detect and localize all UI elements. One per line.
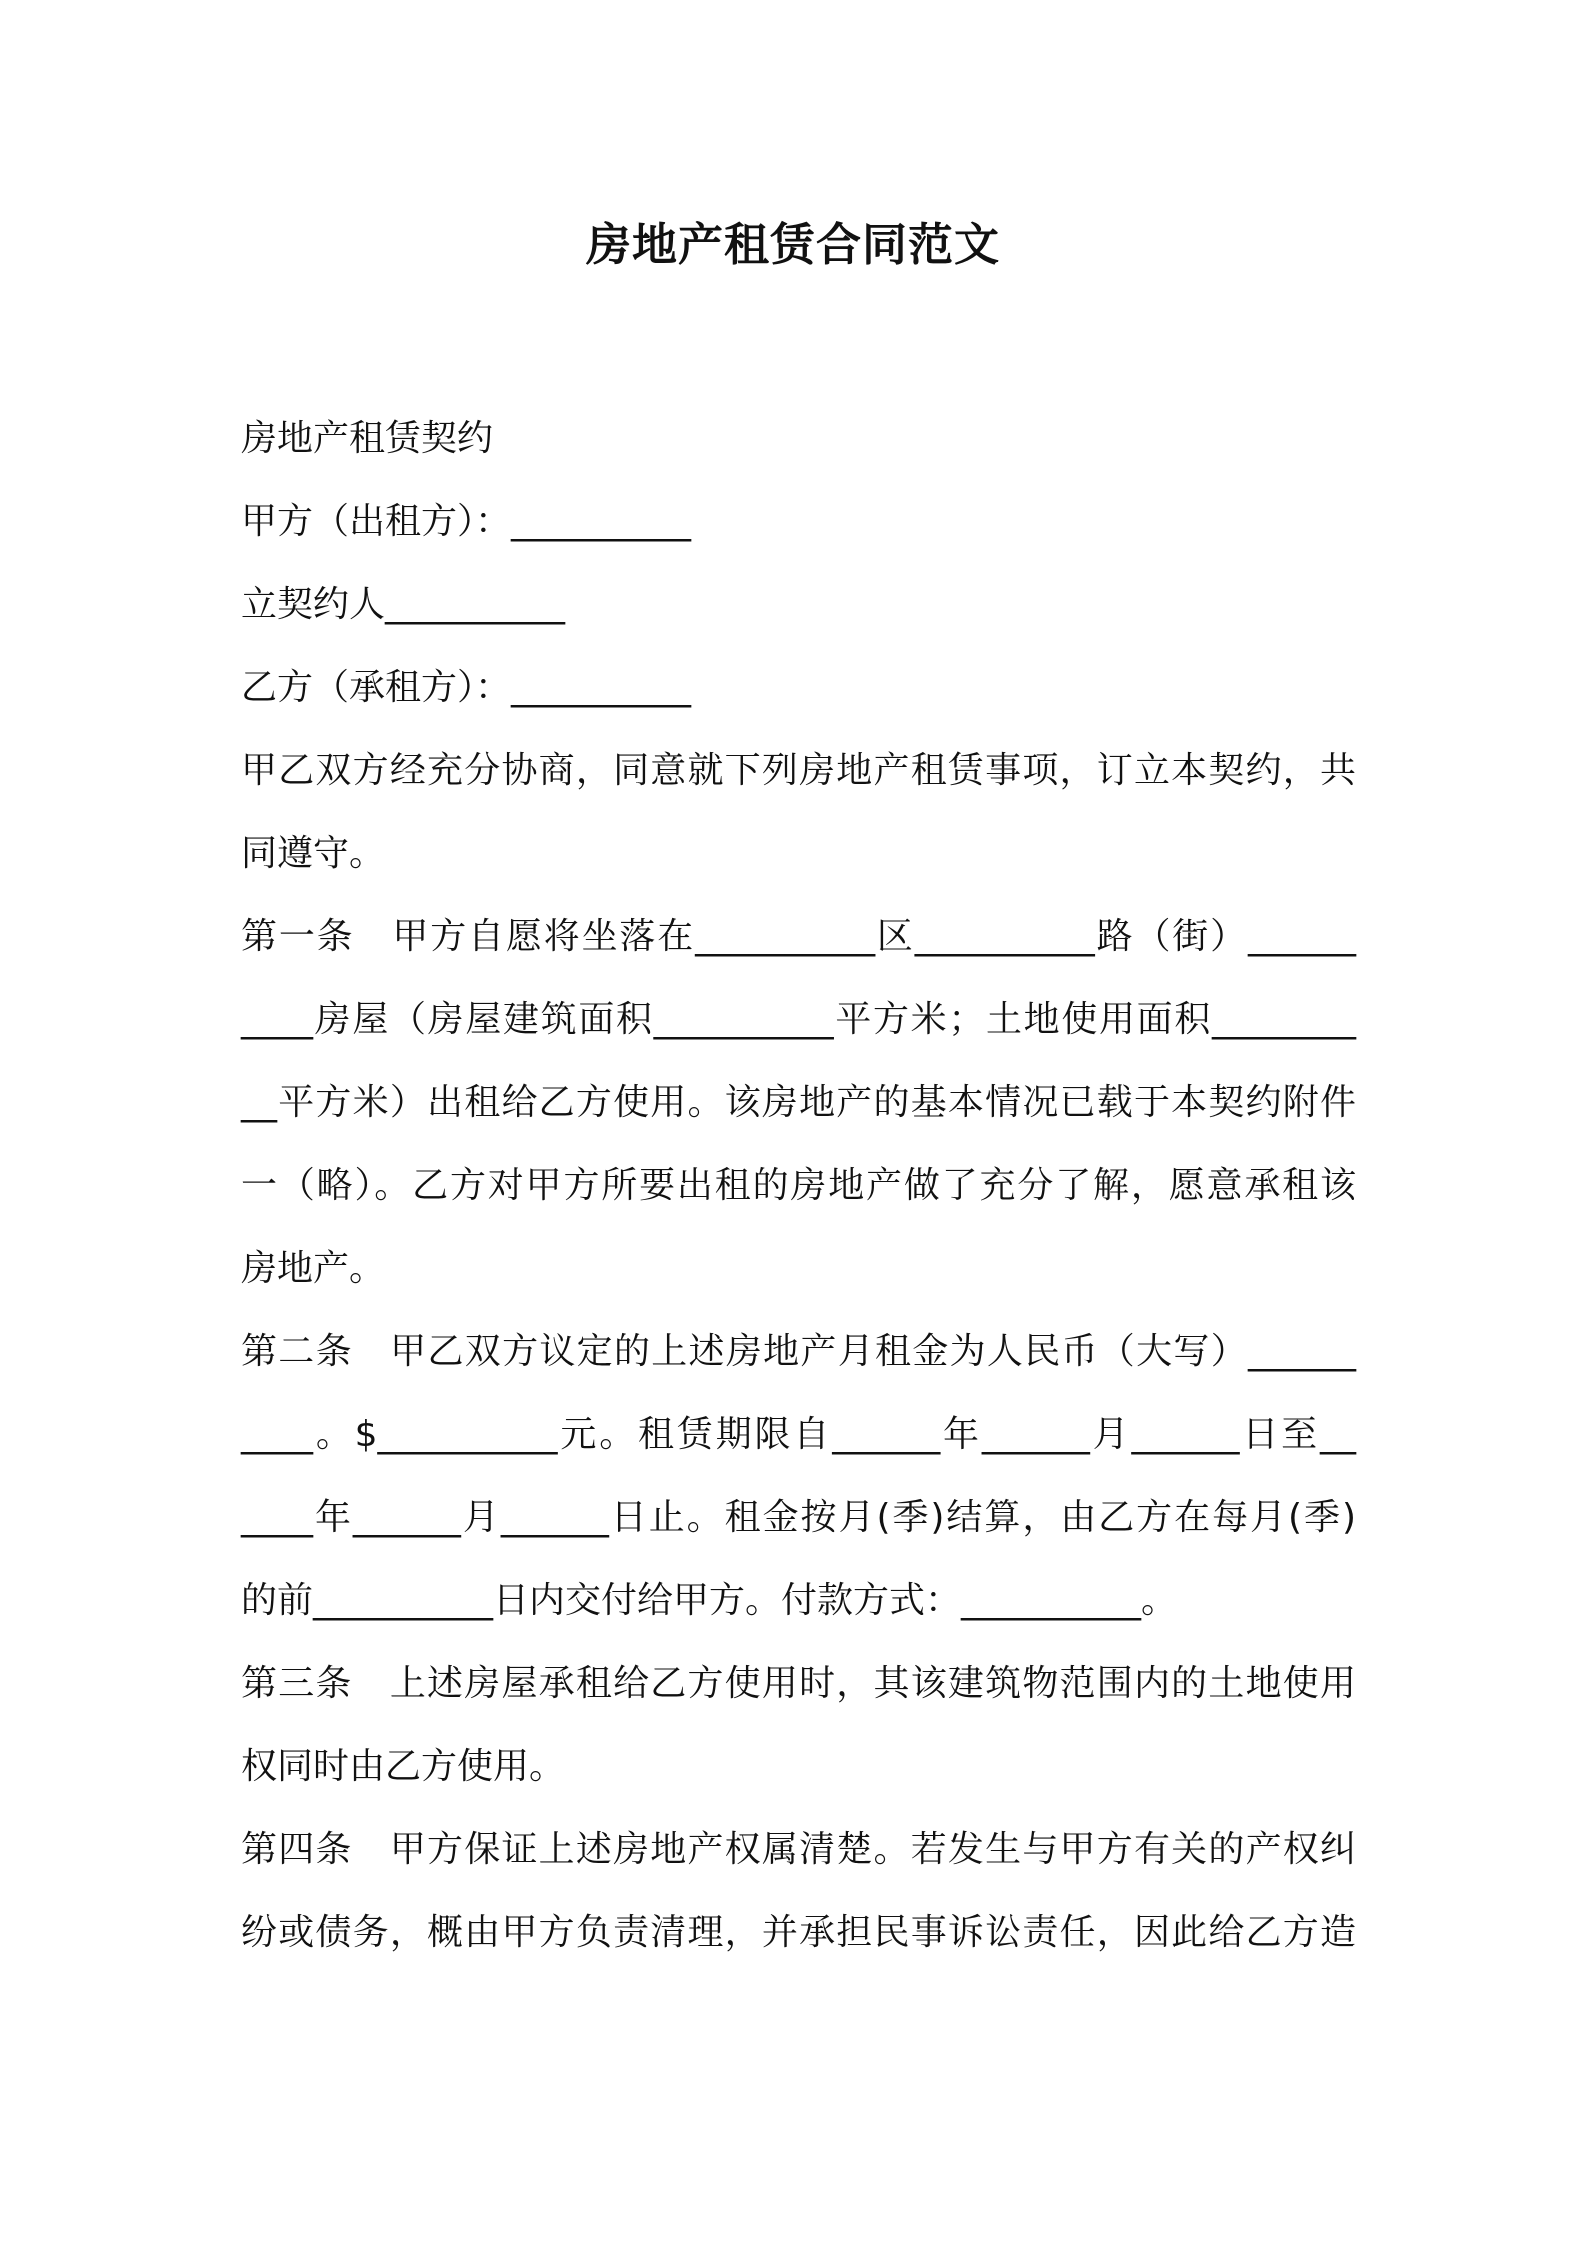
article-4-line: 第四条 甲方保证上述房地产权属清楚。若发生与甲方有关的产权纠 [241, 1829, 1356, 1870]
article-2-line: ____。$__________元。租赁期限自______年______月______日至__ [241, 1414, 1356, 1455]
article-3-line: 第三条 上述房屋承租给乙方使用时，其该建筑物范围内的土地使用 [241, 1663, 1356, 1704]
article-1-line: 房地产。 [241, 1248, 386, 1289]
article-3-line: 权同时由乙方使用。 [241, 1746, 566, 1787]
article-2-line: 的前__________日内交付给甲方。付款方式：__________。 [241, 1580, 1178, 1621]
contract-heading: 房地产租赁契约 [241, 418, 494, 459]
article-4-line: 纷或债务，概由甲方负责清理，并承担民事诉讼责任，因此给乙方造 [241, 1912, 1356, 1953]
article-1-line: 第一条 甲方自愿将坐落在__________区__________路（街）______ [241, 916, 1356, 957]
party-a-line: 甲方（出租方）：__________ [241, 501, 692, 542]
article-1-line: 一（略）。乙方对甲方所要出租的房地产做了充分了解，愿意承租该 [241, 1165, 1356, 1206]
article-2-line: 第二条 甲乙双方议定的上述房地产月租金为人民币（大写）______ [241, 1331, 1356, 1372]
document-title: 房地产租赁合同范文 [585, 218, 1000, 271]
article-2-line: ____年______月______日止。租金按月(季)结算，由乙方在每月(季) [241, 1497, 1356, 1538]
article-1-line: ____房屋（房屋建筑面积__________平方米；土地使用面积________ [241, 999, 1356, 1040]
signatory-line: 立契约人__________ [241, 584, 566, 625]
intro-paragraph-line: 同遵守。 [241, 833, 386, 874]
intro-paragraph-line: 甲乙双方经充分协商，同意就下列房地产租赁事项，订立本契约，共 [241, 750, 1356, 791]
party-b-line: 乙方（承租方）：__________ [241, 667, 692, 708]
article-1-line: __平方米）出租给乙方使用。该房地产的基本情况已载于本契约附件 [241, 1082, 1356, 1123]
